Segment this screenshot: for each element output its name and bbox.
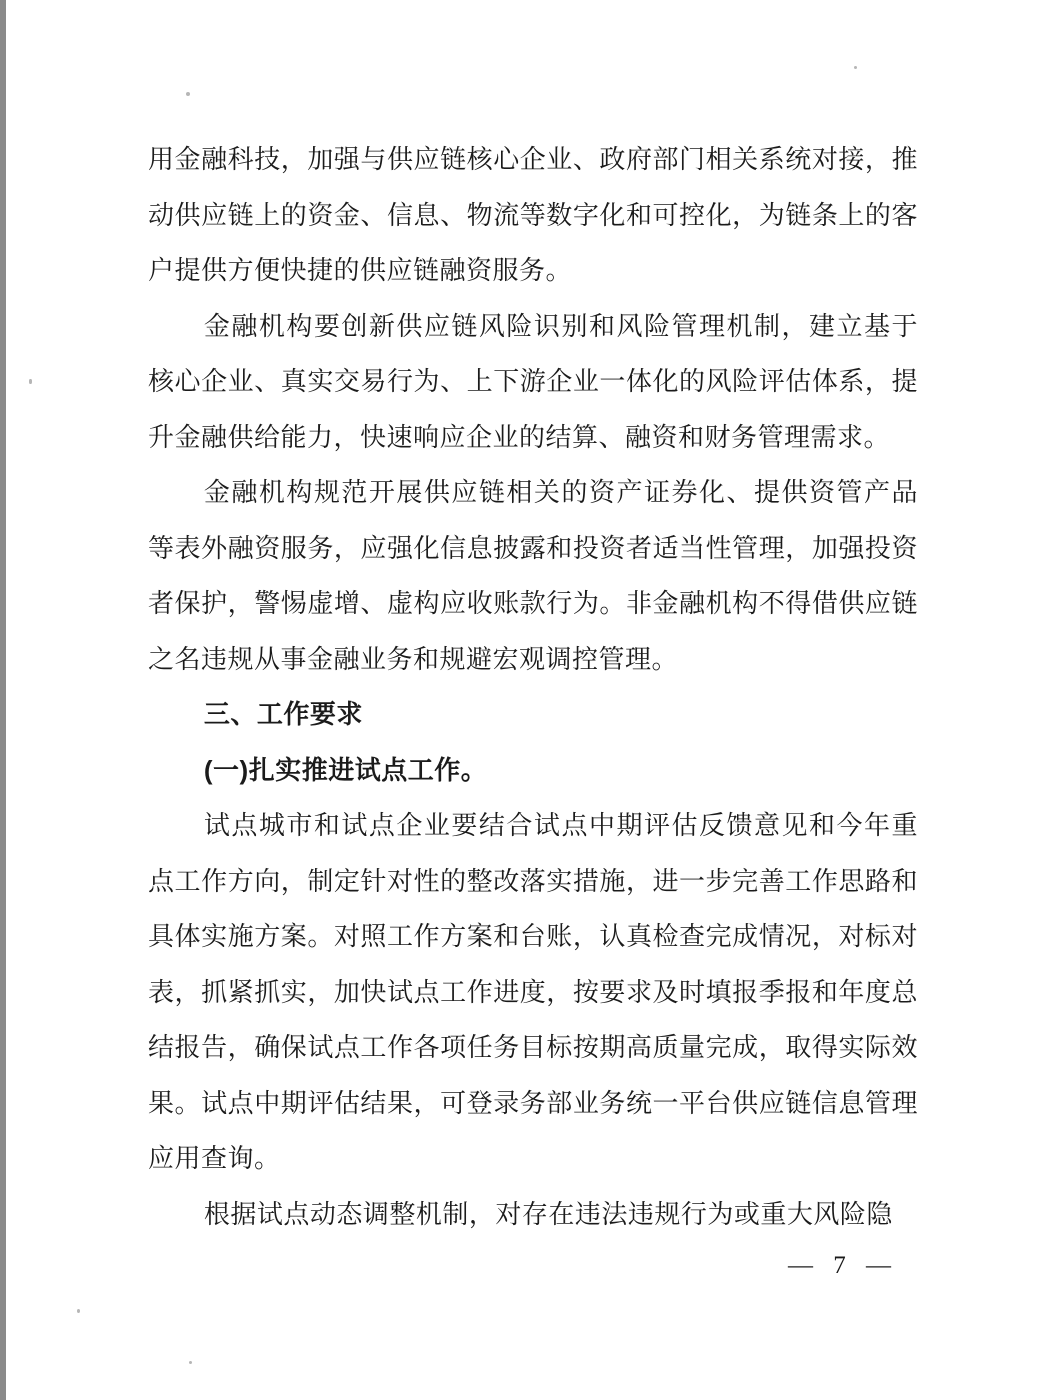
document-body [148,132,918,1242]
scan-speck [189,1361,192,1364]
scan-speck [77,1309,80,1313]
scan-speck [186,92,190,96]
paragraph: 根据试点动态调整机制，对存在违法违规行为或重大风险隐 [203,1199,893,1229]
paragraph-continuation: 用金融科技，加强与供应链核心企业、政府部门相关系统对接，推动供应链上的资金、信息、物流等数字化和可控化，为链条上的客户提供方便快捷的供应链融资服务。 [148,145,918,285]
paragraph: 金融机构要创新供应链风险识别和风险管理机制，建立基于核心企业、真实交易行为、上下游企业一体化的风险评估体系，提升金融供给能力，快速响应企业的结算、融资和财务管理需求。 [148,311,918,452]
scan-speck [29,379,32,384]
scan-speck [854,66,857,69]
subsection-heading: (一)扎实推进试点工作。 [203,754,488,785]
scan-edge-strip [0,0,6,1400]
page-number: — 7 — [788,1252,891,1279]
paragraph: 金融机构规范开展供应链相关的资产证券化、提供资管产品等表外融资服务，应强化信息披露和投资者适当性管理，加强投资者保护，警惕虚增、虚构应收账款行为。非金融机构不得借供应链之名违规从事金融业务和规避宏观调控管理。 [148,478,918,674]
paragraph: 试点城市和试点企业要结合试点中期评估反馈意见和今年重点工作方向，制定针对性的整改落实措施，进一步完善工作思路和具体实施方案。对照工作方案和台账，认真检查完成情况，对标对表，抓紧抓实，加快试点工作进度，按要求及时填报季报和年度总结报告，确保试点工作各项任务目标按期高质量完成，取得实际效果。试点中期评估结果，可登录务部业务统一平台供应链信息管理应用查询。 [148,811,918,1173]
section-heading: 三、工作要求 [203,699,363,729]
